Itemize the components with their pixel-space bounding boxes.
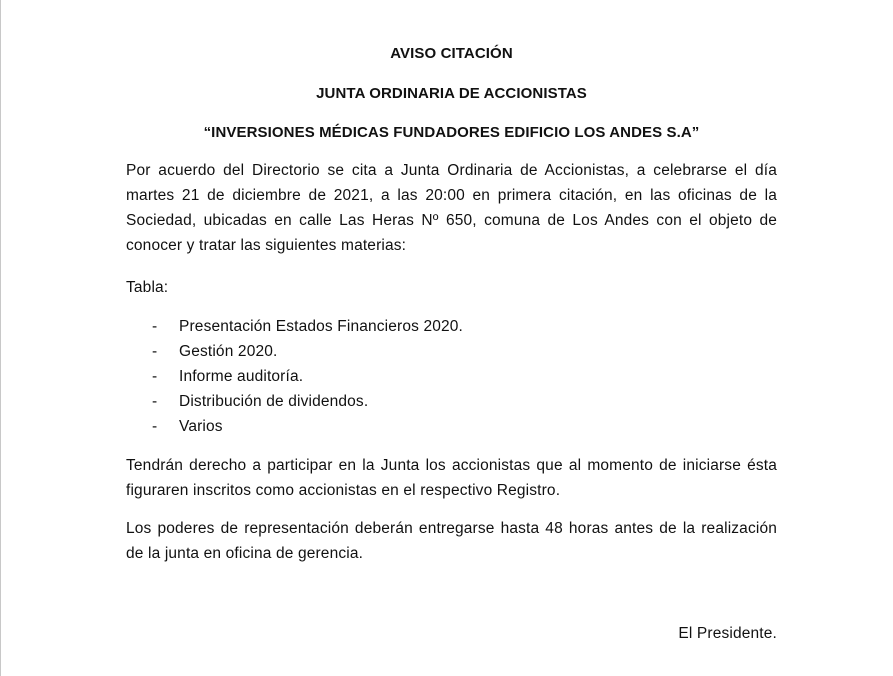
list-dash-marker: - (152, 368, 158, 385)
intro-paragraph: Por acuerdo del Directorio se cita a Junta Ordinaria de Accionistas, a celebrarse el día martes 21 de diciembre de 2021, a las 20:00 en primera citación, en las oficinas de la Sociedad, ubicadas en calle Las Heras Nº 650, comuna de Los Andes con el objeto de conocer y tratar las siguientes materias: (126, 162, 777, 254)
page-left-border (0, 0, 1, 676)
list-dash-marker: - (152, 318, 158, 335)
list-dash-marker: - (152, 343, 158, 360)
proxy-paragraph: Los poderes de representación deberán entregarse hasta 48 horas antes de la realización de la junta en oficina de gerencia. (126, 520, 777, 562)
agenda-item-text: Presentación Estados Financieros 2020. (179, 318, 464, 335)
agenda-item-text: Varios (179, 418, 223, 435)
agenda-item-text: Informe auditoría. (179, 368, 304, 385)
notice-subtitle: JUNTA ORDINARIA DE ACCIONISTAS (316, 85, 587, 102)
agenda-label: Tabla: (126, 279, 169, 296)
agenda-item-text: Gestión 2020. (179, 343, 278, 360)
list-dash-marker: - (152, 418, 158, 435)
rights-paragraph: Tendrán derecho a participar en la Junta los accionistas que al momento de iniciarse ésta figuraren inscritos como accionistas en el respectivo Registro. (126, 457, 777, 499)
list-dash-marker: - (152, 393, 158, 410)
notice-title: AVISO CITACIÓN (390, 45, 513, 62)
agenda-item-text: Distribución de dividendos. (179, 393, 369, 410)
company-name: “INVERSIONES MÉDICAS FUNDADORES EDIFICIO LOS ANDES S.A” (203, 124, 700, 141)
signature-line: El Presidente. (678, 625, 777, 642)
